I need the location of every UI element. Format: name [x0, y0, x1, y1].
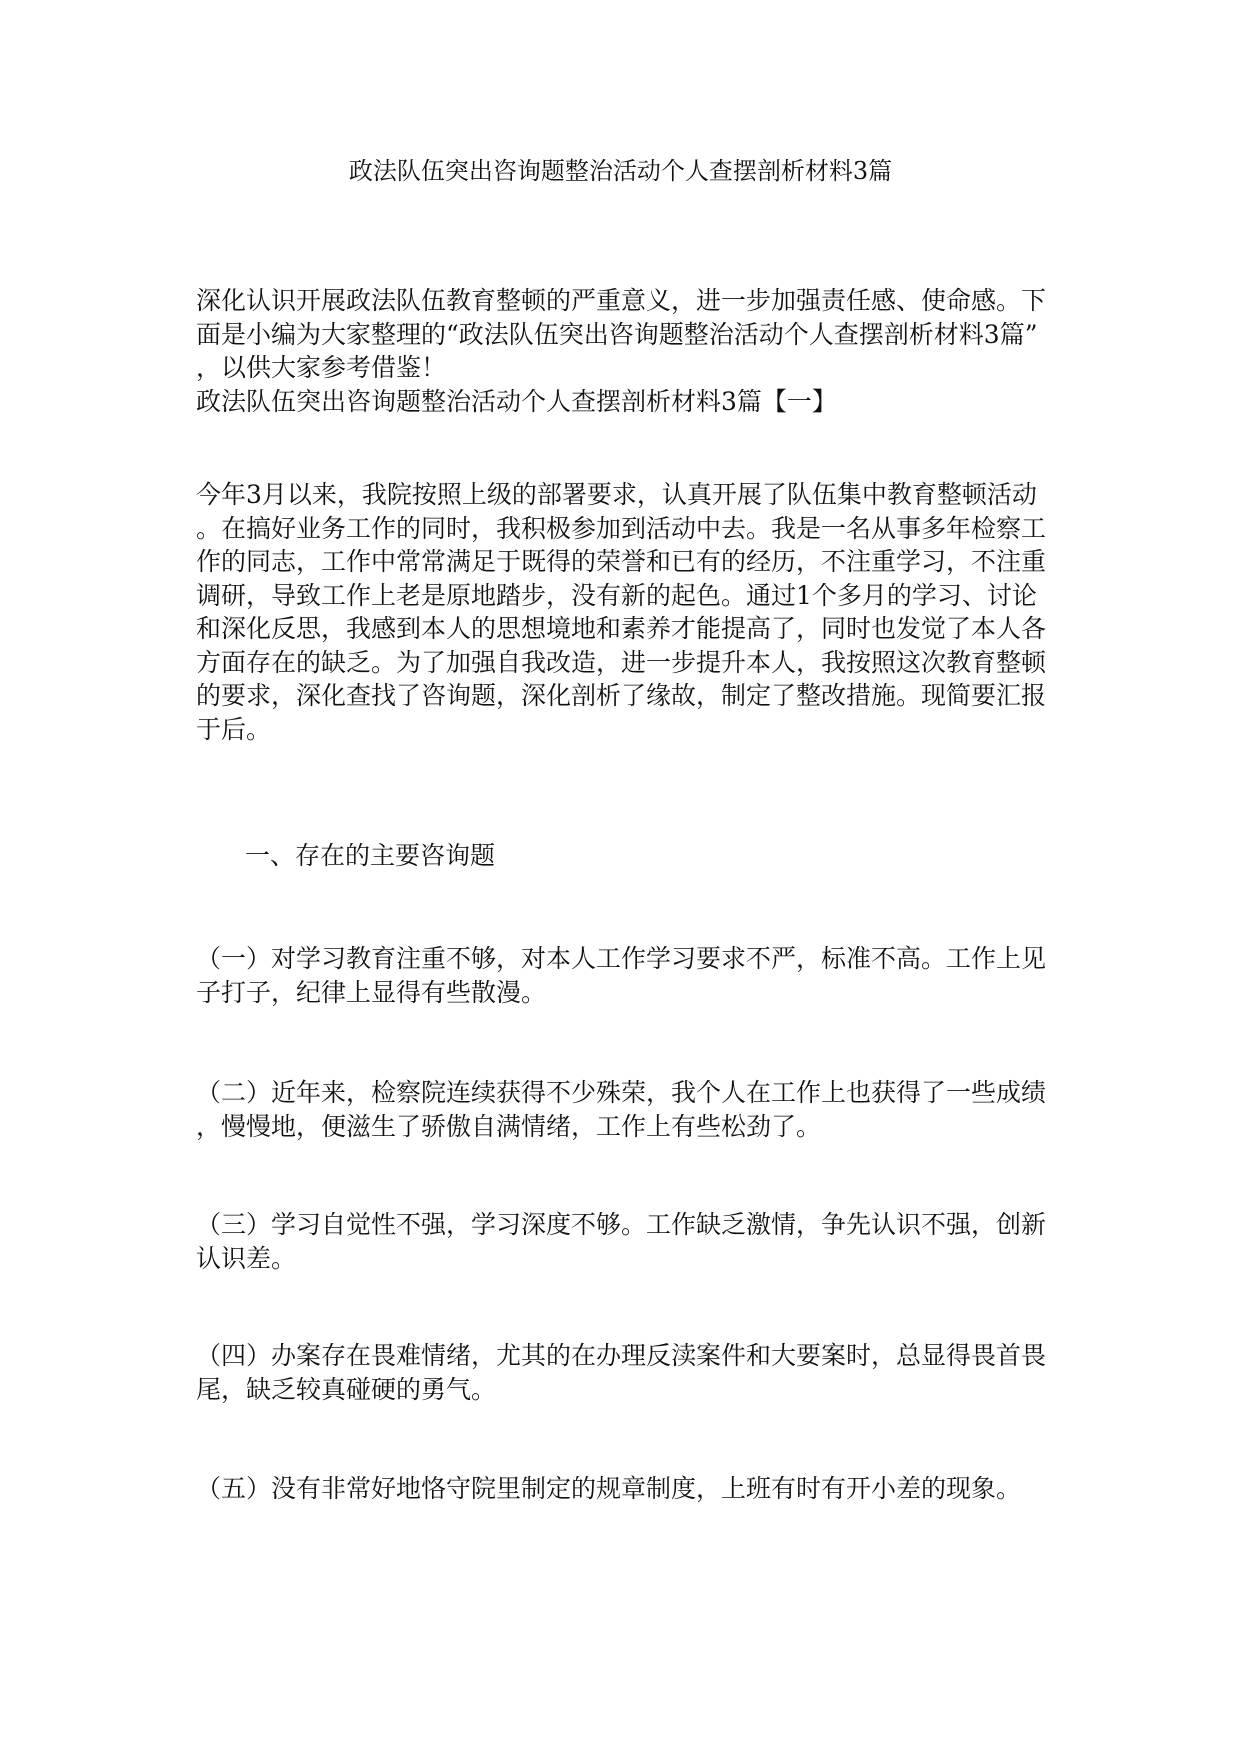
list-item — [196, 942, 1056, 1009]
list-item-line: 尾，缺乏较真碰硬的勇气。 — [196, 1374, 497, 1404]
list-item-line: （二）近年来，检察院连续获得不少殊荣，我个人在工作上也获得了一些成绩 — [196, 1078, 1047, 1107]
document-title: 政法队伍突出咨询题整治活动个人查摆剖析材料3篇 — [348, 157, 893, 185]
list-item-line: （三）学习自觉性不强，学习深度不够。工作缺乏激情，争先认识不强，创新 — [196, 1210, 1047, 1239]
intro-line: 深化认识开展政法队伍教育整顿的严重意义，进一步加强责任感、使命感。下 — [196, 286, 1047, 315]
list-item — [196, 1076, 1056, 1143]
list-item-line: （一）对学习教育注重不够，对本人工作学习要求不严，标准不高。工作上见 — [196, 944, 1047, 973]
list-item-line: （四）办案存在畏难情绪，尤其的在办理反渎案件和大要案时，总显得畏首畏 — [196, 1341, 1047, 1370]
list-item — [196, 1208, 1056, 1275]
subtitle-line: 政法队伍突出咨询题整治活动个人查摆剖析材料3篇【一】 — [196, 386, 837, 416]
body-line: 调研，导致工作上老是原地踏步，没有新的起色。通过1个多月的学习、讨论 — [196, 580, 1037, 610]
list-item-line: 子打子，纪律上显得有些散漫。 — [196, 977, 547, 1007]
intro-paragraph — [196, 284, 1056, 418]
intro-line: 面是小编为大家整理的“政法队伍突出咨询题整治活动个人查摆剖析材料3篇” — [196, 319, 1038, 349]
body-line: 。在搞好业务工作的同时，我积极参加到活动中去。我是一名从事多年检察工 — [196, 513, 1047, 543]
list-item-line: （五）没有非常好地恪守院里制定的规章制度，上班有时有开小差的现象。 — [196, 1474, 1022, 1503]
section-heading: 一、存在的主要咨询题 — [245, 841, 496, 870]
body-line: 于后。 — [196, 714, 272, 744]
list-item-line: 认识差。 — [196, 1243, 297, 1273]
list-item-line: ，慢慢地，便滋生了骄傲自满情绪，工作上有些松劲了。 — [196, 1111, 822, 1141]
intro-line: ，以供大家参考借鉴！ — [196, 353, 447, 382]
body-paragraph — [196, 478, 1056, 746]
body-line: 今年3月以来，我院按照上级的部署要求，认真开展了队伍集中教育整顿活动 — [196, 480, 1037, 509]
list-item — [196, 1472, 1056, 1506]
body-line: 方面存在的缺乏。为了加强自我改造，进一步提升本人，我按照这次教育整顿 — [196, 647, 1047, 677]
body-line: 和深化反思，我感到本人的思想境地和素养才能提高了，同时也发觉了本人各 — [196, 614, 1047, 643]
body-line: 的要求，深化查找了咨询题，深化剖析了缘故，制定了整改措施。现简要汇报 — [196, 681, 1047, 710]
list-item — [196, 1339, 1056, 1406]
body-line: 作的同志，工作中常常满足于既得的荣誉和已有的经历，不注重学习，不注重 — [196, 547, 1047, 576]
